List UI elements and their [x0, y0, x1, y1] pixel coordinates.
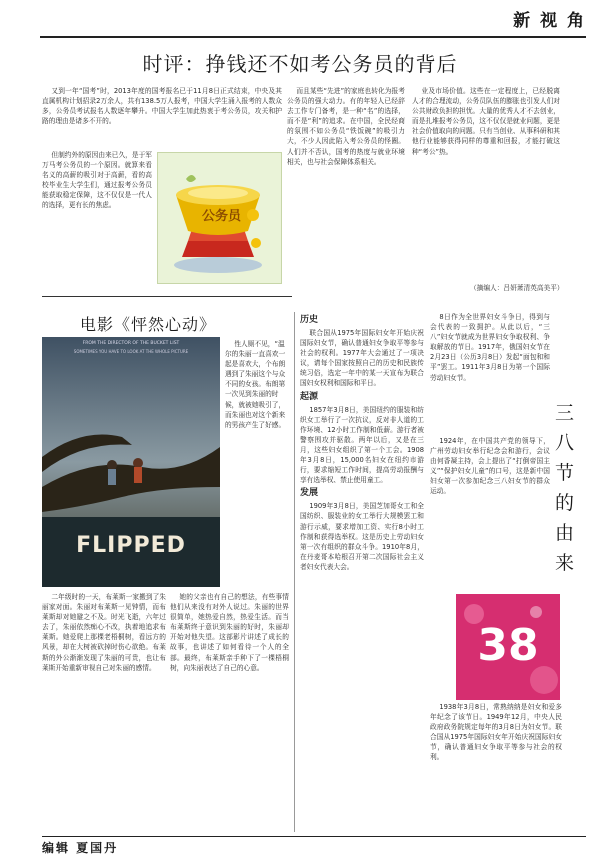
article2-column-2-mid	[430, 436, 550, 592]
vertical-title-char: 八	[555, 432, 575, 454]
vertical-title-char: 来	[555, 552, 575, 574]
vertical-title-char: 由	[555, 522, 575, 544]
article-source: （摘编人：吕妍萧清英高美平）	[470, 284, 564, 292]
paragraph: 1924年，在中国共产党的领导下，广州劳动妇女举行纪念会和游行，会议由何香凝主持，会上提出了“打倒帝国主义”“保护妇女儿童”的口号，这是新中国妇女第一次参加纪念三八妇女节的群众运动。	[430, 437, 550, 496]
paragraph: 但制约外的原因由来已久，是于军万马考公务员的一个原因。就算来看名义的高薪的吸引对于高薪，看的高校毕业生大学生们，通过报考公务员能获取稳定保障，这不仅仅是一代人的选择，更有长的焦虑。	[42, 151, 152, 210]
poster-title: FLIPPED	[76, 533, 186, 558]
paragraph: 1909年3月8日，美国芝加哥女工和全国纺织、服装业的女工举行大规模罢工和游行示威，要求增加工资、实行8小时工作制和获得选举权。这是历史上劳动妇女第一次有组织的群众斗争。1910年8月，在丹麦哥本哈根召开第二次国际社会主义者妇女代表大会。	[300, 502, 424, 571]
paragraph: 联合国从1975年国际妇女年开始庆祝国际妇女节，确认普通妇女争取平等参与社会的权利。1977年大会通过了一项决议，请每个国家按照自己的历史和民族传统习俗，选定一年中的某一天宣布为联合国妇女权利和国际和平日。	[300, 329, 424, 388]
badge-38: 38	[477, 620, 539, 671]
article2-column-1	[300, 312, 424, 832]
poster-tagline-top: FROM THE DIRECTOR OF THE BUCKET LIST	[82, 341, 180, 346]
article-column-1-bottom	[42, 150, 152, 290]
paragraph: 8日作为全世界妇女斗争日，得到与会代表的一致拥护。从此以后，“三八”妇女节就成为世界妇女争取权利、争取解放的节日。1917年，俄国妇女节在2月23日（公历3月8日）发起“面包和和平”罢工。1911年3月8日为第一个国际劳动妇女节。	[430, 313, 550, 382]
movie-poster	[42, 337, 220, 587]
editor-credit: 编辑 夏国丹	[42, 841, 119, 855]
paragraph: 她的父亲也有自己的想法，有些事情他们从来没有对外人说过。朱丽的世界很简单，她热爱自然，热爱生活。而当布莱斯终于意识到朱丽的好时，朱丽却开始对他失望。这部影片讲述了成长的故事，也讲述了如何看待一个人的全部。最终，布莱斯亲手种下了一棵梧桐树，向朱丽表达了自己的心意。	[170, 593, 289, 672]
vertical-title-char: 节	[555, 462, 575, 484]
article-column-2	[287, 86, 405, 296]
paragraph: 性人厕不见，“温尔的朱丽一直喜欢一起是喜欢大，个布朗遇到了朱丽这个与众不同的女孩。布朗第一次见到朱丽的时候，就被她吸引了，而朱丽也对这个新来的男孩产生了好感。	[225, 340, 286, 429]
paragraph: 二年级时的一天，布莱斯一家搬到了朱丽家对面。朱丽对布莱斯一见钟情，而布莱斯却对她避之不及。时光飞逝，六年过去了，朱丽依然痴心不改，执着地追求布莱斯。她爱爬上那棵老梧桐树，看远方的风景，却在大树被砍掉时伤心欲绝。布莱斯的外公渐渐发现了朱丽的可贵，也让布莱斯开始重新审视自己对朱丽的感情。	[42, 593, 166, 672]
article-title: 时评：挣钱还不如考公务员的背后	[142, 52, 458, 76]
movie-column-1	[42, 592, 166, 830]
womens-day-38-image	[456, 594, 560, 700]
vertical-title-char: 三	[555, 402, 575, 424]
paragraph: 业及市场价值。这些在一定程度上，已经脱离人才的合理流动，公务员队伍的膨胀也引发人们对公共财政负担的担忧。大量的优秀人才不去创业，而是扎堆报考公务员，这不仅仅是就业问题，更是社会价值取向的问题。只有当创业、从事科研和其他行业能够获得同样的尊重和回报，才能打破这种“考公”热。	[412, 87, 560, 156]
paragraph: 而且某些“先进”的家庭也转化为报考公务员的强大动力。有的年轻人已经辞去工作专门备考，是一种“名”的选择，而不是“利”的追求。在中国，全民经商的氛围不如公务员“铁饭碗”的吸引力大，不少人因此陷入考公务员的怪圈。人们并不否认，国考的热度与就业环境相关，也与社会保障体系相关。	[287, 87, 405, 166]
movie-side-column	[225, 339, 289, 587]
paragraph: 1857年3月8日，美国纽约的服装和纺织女工举行了一次抗议，反对非人道的工作环境、12小时工作制和低薪。游行者被警察围攻并驱散。两年以后，又是在三月，这些妇女组织了第一个工会。1908年3月8日，15,000名妇女在纽约市游行，要求缩短工作时间，提高劳动报酬与享有选举权、禁止使用童工。	[300, 405, 424, 485]
column-rule	[294, 312, 295, 832]
section-title: 新 视 角	[513, 11, 586, 31]
article2-column-2-bottom	[430, 702, 562, 832]
subheading-origin: 起源	[300, 391, 319, 402]
article-column-3	[412, 86, 560, 286]
paragraph: 又到一年“国考”时，2013年度的国考报名已于11月8日正式结束，中央及其直属机构计划招录2万余人，共有138.5万人报考，中国大学生涌入报考的人数众多，公务员考试报名人数逐年攀升。中国大学生加此热衷于考公务员，攻关和护路的理由是诸多不开的。	[42, 87, 282, 126]
movie-title: 电影《怦然心动》	[80, 315, 217, 334]
poster-tagline: SOMETIMES YOU HAVE TO LOOK AT THE WHOLE PICTURE	[73, 349, 189, 354]
movie-column-2	[170, 592, 289, 830]
image-label: 公务员	[202, 209, 242, 224]
vertical-title-char: 的	[555, 492, 575, 514]
header-rule	[40, 36, 586, 38]
gold-ingot-image	[157, 152, 282, 284]
paragraph: 1938年3月8日，常熟纳纳是妇女和爱多年纪念了该节日。1949年12月，中央人民政府政务院规定每年的3月8日为妇女节。联合国从1975年国际妇女年开始庆祝国际妇女节，确认普通妇女争取平等参与社会的权利。	[430, 703, 562, 762]
section-divider	[42, 296, 292, 297]
footer-rule	[42, 836, 586, 837]
subheading-history: 历史	[300, 315, 319, 325]
subheading-development: 发展	[300, 488, 319, 499]
